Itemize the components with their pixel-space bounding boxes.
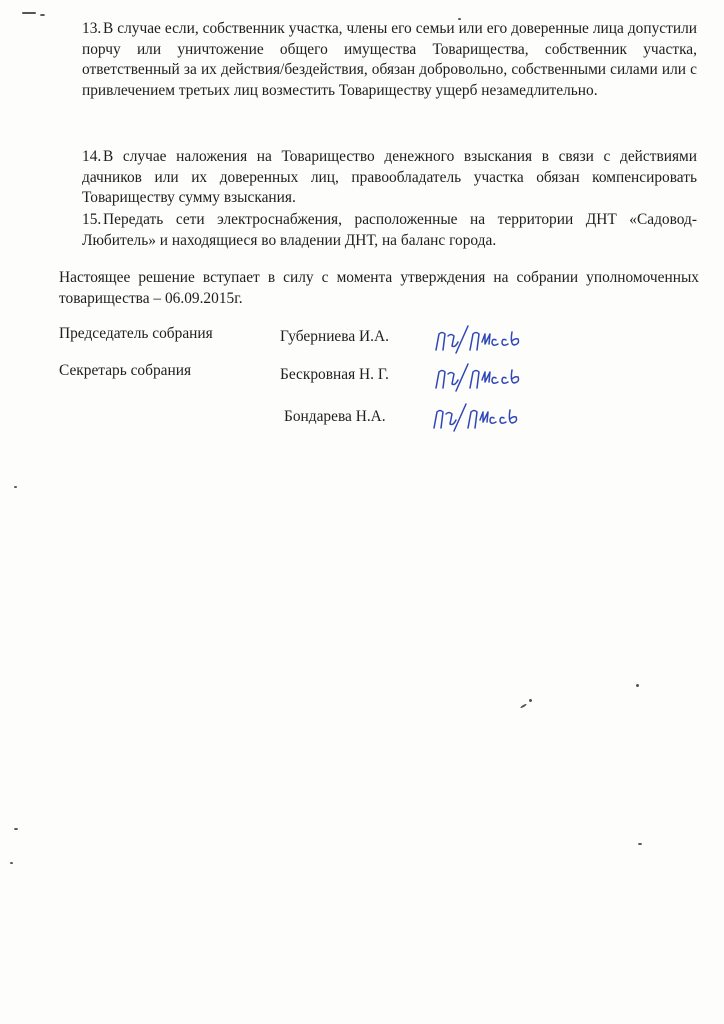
scan-speck (529, 699, 532, 702)
item-text: В случае наложения на Товарищество денежного взыскания в связи с действиями дачников или их доверенных лиц, правообладатель участка обязан компенсировать Товариществу сумму взыскания. (82, 148, 697, 206)
secretary-label: Секретарь собрания (59, 362, 192, 379)
list-item-13 (82, 19, 697, 101)
chairman-signature-mark (430, 320, 540, 354)
scan-speck (14, 828, 18, 830)
item-text: В случае если, собственник участка, члены его семьи или его доверенные лица допустили порчу или уничтожение общего имущества Товарищества, собственник участка, ответственный за их действия/бездействия, обязан добровольно, собственными силами или с привлечением третьих лиц возместить Товариществу ущерб незамедлительно. (82, 20, 697, 99)
member-name: Бондарева Н.А. (284, 408, 386, 425)
secretary-name: Бескровная Н. Г. (280, 366, 389, 383)
scan-speck (638, 843, 642, 845)
scan-speck (636, 684, 639, 687)
item-number: 13. (82, 20, 102, 37)
chairman-name: Губерниева И.А. (280, 328, 389, 345)
scan-speck (520, 703, 527, 708)
scan-speck (40, 14, 45, 16)
member-signature-mark (428, 398, 538, 432)
item-text: Передать сети электроснабжения, расположенные на территории ДНТ «Садовод-Любитель» и находящиеся во владении ДНТ, на баланс города. (82, 211, 697, 249)
decision-paragraph: Настоящее решение вступает в силу с момента утверждения на собрании уполномоченных товарищества – 06.09.2015г. (59, 269, 699, 307)
scan-speck (14, 486, 17, 488)
list-item-15 (82, 210, 697, 251)
scan-speck (10, 862, 13, 864)
chairman-label: Председатель собрания (59, 325, 213, 342)
scan-speck (22, 12, 36, 14)
item-number: 14. (82, 148, 102, 165)
item-number: 15. (82, 211, 102, 228)
secretary-signature-mark (430, 358, 540, 392)
list-item-14 (82, 147, 697, 209)
